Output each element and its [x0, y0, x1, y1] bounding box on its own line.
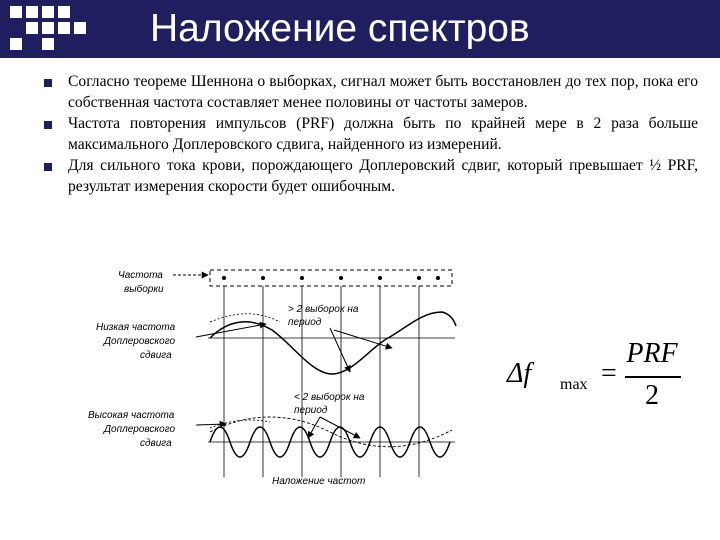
low-label-line2: Доплеровского [104, 336, 176, 347]
more-than-2-line1: > 2 выборок на [288, 304, 359, 315]
high-label-line1: Высокая частота [88, 410, 175, 421]
aliasing-diagram [80, 262, 480, 497]
title-bar [0, 0, 720, 58]
aliasing-label: Наложение частот [272, 476, 366, 487]
formula-denominator: 2 [645, 380, 659, 411]
low-label-line3: сдвига [140, 350, 172, 361]
formula-numerator: PRF [626, 338, 678, 369]
bullet-text: Согласно теореме Шеннона о выборках, сигнал может быть восстановлен до тех пор, пока его собственная частота составляет менее половины от частоты замеров. [68, 73, 698, 111]
sampling-label-line1: Частота [118, 270, 163, 281]
less-than-2-line1: < 2 выборок на [294, 392, 365, 403]
formula-subscript: max [560, 376, 588, 393]
formula-delta-f: Δf [507, 358, 532, 389]
high-label-line2: Доплеровского [104, 424, 176, 435]
bullet-item [38, 113, 698, 155]
formula-equals: = [601, 358, 617, 389]
title-decoration [0, 0, 100, 58]
sampling-label-line2: выборки [124, 284, 164, 295]
bullet-text: Для сильного тока крови, порождающего Доплеровский сдвиг, который превышает ½ PRF, результат измерения скорости будет ошибочным. [68, 157, 698, 195]
bullet-square-icon [44, 121, 52, 129]
page-title: Наложение спектров [150, 7, 530, 50]
bullet-square-icon [44, 163, 52, 171]
aliasing-formula [505, 336, 678, 416]
formula-fraction-bar [625, 376, 681, 378]
bullet-item [38, 71, 698, 113]
bullet-square-icon [44, 79, 52, 87]
bullet-item [38, 155, 698, 197]
low-label-line1: Низкая частота [96, 322, 176, 333]
sampling-frame [210, 270, 452, 286]
more-than-2-line2: период [288, 317, 322, 328]
less-than-2-line2: период [294, 405, 328, 416]
bullet-list [38, 71, 698, 197]
bullet-text: Частота повторения импульсов (PRF) должна быть по крайней мере в 2 раза больше максимального Доплеровского сдвига, найденного из измерений. [68, 115, 698, 153]
high-label-line3: сдвига [140, 438, 172, 449]
sampling-dots [222, 276, 440, 280]
